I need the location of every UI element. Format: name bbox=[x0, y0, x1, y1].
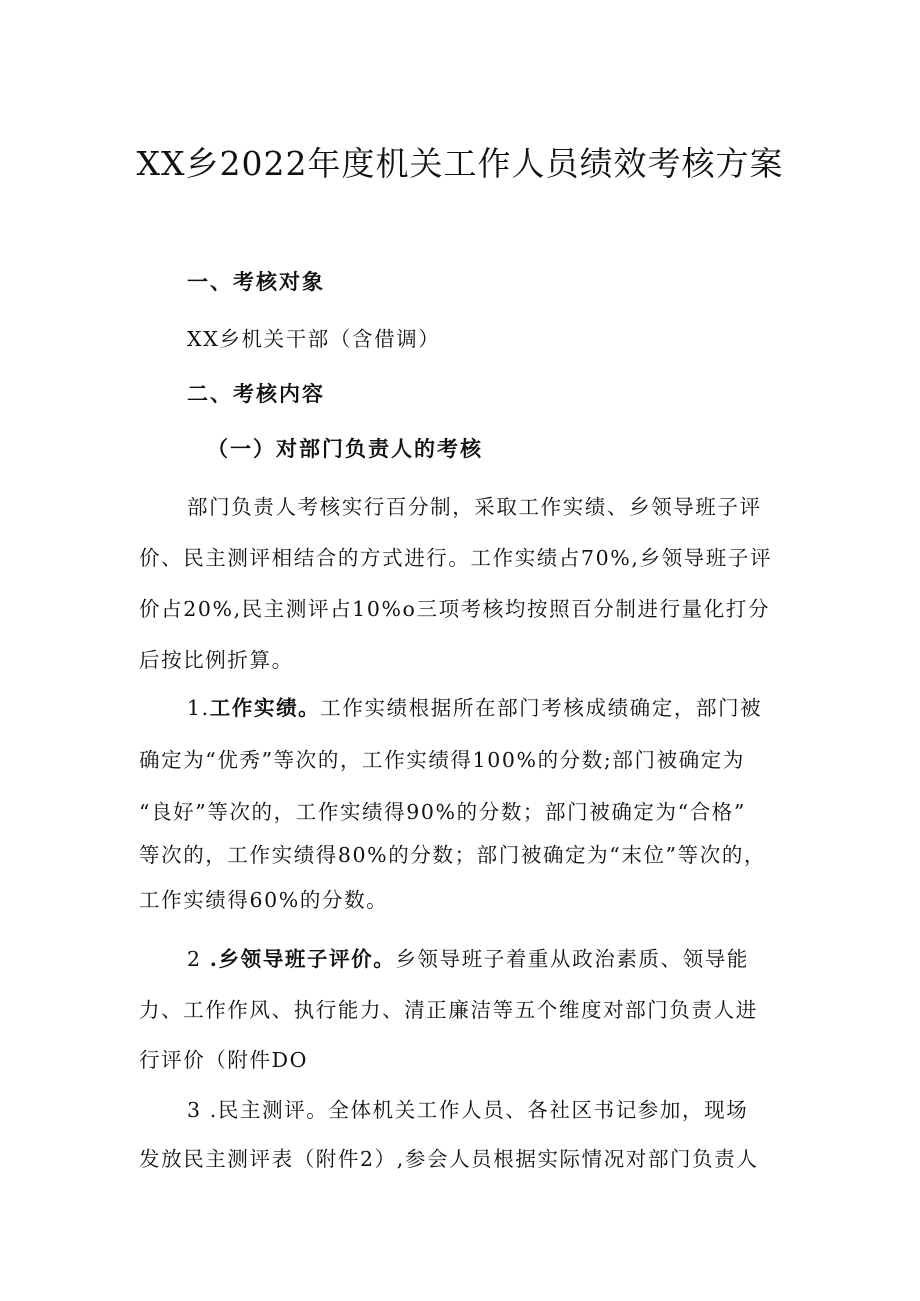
paragraph-line: 等次的，工作实绩得80%的分数；部门被确定为“末位”等次的， bbox=[139, 843, 767, 867]
paragraph-line: 价、民主测评相结合的方式进行。工作实绩占70%,乡领导班子评 bbox=[139, 546, 773, 570]
paragraph-line: “良好”等次的，工作实绩得90%的分数；部门被确定为“合格” bbox=[139, 800, 746, 824]
paragraph-line: 工作实绩得60%的分数。 bbox=[139, 888, 389, 912]
subsection-heading: （一）对部门负责人的考核 bbox=[207, 436, 483, 461]
section-heading-2: 二、考核内容 bbox=[187, 381, 325, 406]
paragraph-line: 行评价（附件DO bbox=[139, 1048, 309, 1072]
item-1-text: 工作实绩根据所在部门考核成绩确定，部门被 bbox=[320, 696, 763, 720]
item-3-text: 全体机关工作人员、各社区书记参加，现场 bbox=[328, 1098, 749, 1122]
document-title: XX乡2022年度机关工作人员绩效考核方案 bbox=[136, 144, 784, 183]
item-2-label: .乡领导班子评价。 bbox=[209, 947, 396, 971]
item-3-line bbox=[187, 1093, 837, 1123]
paragraph-line: 确定为“优秀”等次的，工作实绩得100%的分数;部门被确定为 bbox=[139, 748, 745, 772]
item-3-number: 3 bbox=[187, 1098, 202, 1122]
item-2-line bbox=[187, 942, 837, 972]
item-1-label: 工作实绩。 bbox=[209, 696, 321, 720]
item-3-label: .民主测评。 bbox=[209, 1098, 329, 1122]
item-1-number: 1. bbox=[187, 696, 210, 720]
item-2-text: 乡领导班子着重从政治素质、领导能 bbox=[395, 947, 749, 971]
paragraph-line: 价占20%,民主测评占10%o三项考核均按照百分制进行量化打分 bbox=[139, 597, 771, 621]
paragraph-line: 力、工作作风、执行能力、清正廉洁等五个维度对部门负责人进 bbox=[139, 998, 758, 1022]
paragraph-line: 部门负责人考核实行百分制，采取工作实绩、乡领导班子评 bbox=[187, 495, 762, 519]
section-heading-1: 一、考核对象 bbox=[187, 269, 325, 294]
paragraph-line: 后按比例折算。 bbox=[139, 648, 294, 672]
section-1-body: XX乡机关干部（含借调） bbox=[187, 327, 441, 351]
item-1-line bbox=[187, 691, 837, 721]
item-2-number: 2 bbox=[187, 947, 202, 971]
paragraph-line: 发放民主测评表（附件2）,参会人员根据实际情况对部门负责人 bbox=[139, 1147, 759, 1171]
